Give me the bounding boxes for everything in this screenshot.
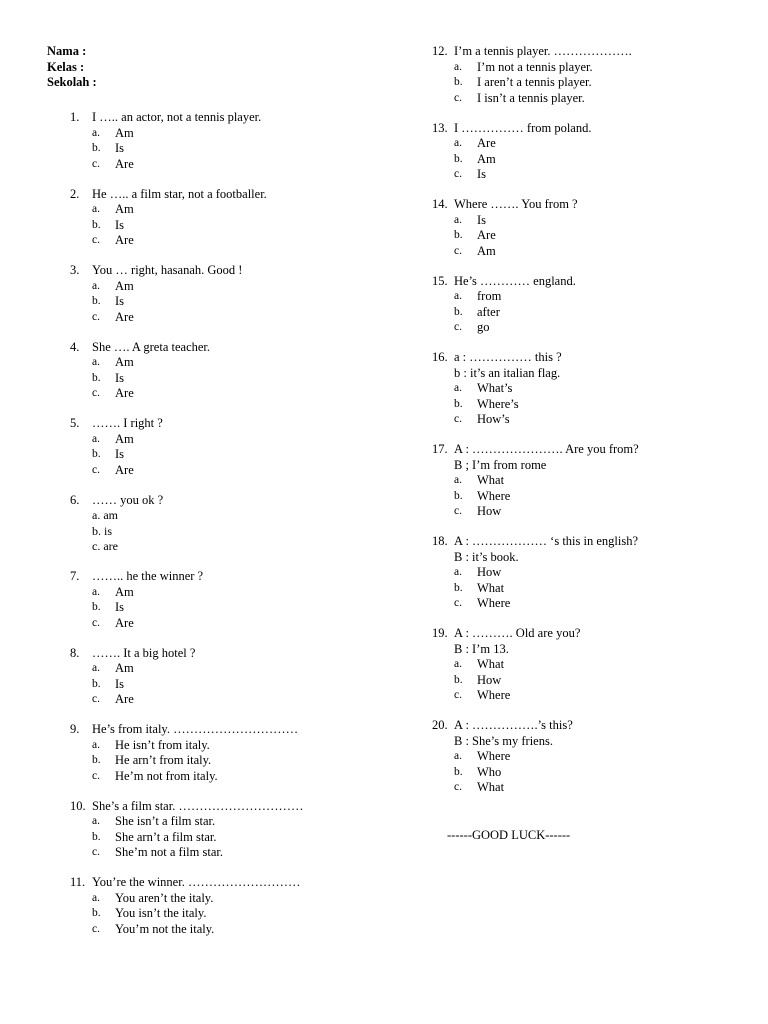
answer-option	[70, 616, 400, 632]
option-text: Are	[115, 233, 134, 247]
option-letter: a.	[92, 585, 100, 598]
answer-option	[70, 355, 400, 371]
answer-option	[70, 891, 400, 907]
option-text: What’s	[477, 381, 513, 395]
question-item	[70, 722, 400, 784]
option-letter: c.	[92, 310, 100, 323]
class-label: Kelas :	[47, 59, 85, 74]
answer-option	[432, 780, 752, 796]
option-letter: b.	[454, 489, 463, 502]
option-text: Is	[115, 447, 125, 461]
option-text: Is	[115, 217, 125, 232]
option-letter: b.	[92, 601, 101, 613]
question-number: 13.	[432, 120, 448, 135]
option-letter: c.	[92, 846, 100, 858]
answer-option	[432, 244, 752, 260]
option-letter: a.	[92, 126, 100, 139]
option-letter: b.	[92, 754, 101, 766]
question-stem	[432, 274, 752, 290]
question-item	[70, 263, 400, 325]
option-text: He’m not from italy.	[115, 768, 218, 783]
question-item	[70, 569, 400, 631]
option-letter: c.	[92, 616, 100, 629]
question-text: He’s ………… england.	[454, 273, 576, 288]
answer-option	[432, 565, 752, 581]
question-number: 12.	[432, 44, 448, 58]
option-letter: c.	[454, 689, 462, 701]
question-text: ……. It a big hotel ?	[92, 645, 196, 660]
question-subline: b : it’s an italian flag.	[454, 365, 561, 380]
option-text: Where	[477, 749, 511, 763]
option-text: go	[477, 320, 490, 334]
answer-option	[432, 381, 752, 397]
answer-option	[432, 213, 752, 229]
question-number: 18.	[432, 534, 448, 548]
answer-option	[432, 673, 752, 689]
question-text: …… you ok ?	[92, 492, 164, 507]
option-letter: a.	[454, 566, 462, 578]
option-letter: b.	[92, 295, 101, 307]
answer-option	[70, 814, 400, 830]
good-luck-footer: ------GOOD LUCK------	[447, 828, 571, 842]
option-text: Is	[115, 600, 125, 614]
question-text: I ….. an actor, not a tennis player.	[92, 110, 262, 124]
question-number: 8.	[70, 645, 80, 660]
question-item	[70, 799, 400, 861]
option-text: I aren’t a tennis player.	[477, 75, 592, 89]
question-number: 1.	[70, 110, 80, 124]
option-text: You aren’t the italy.	[115, 890, 214, 905]
option-text: Where	[477, 688, 511, 702]
answer-option	[70, 692, 400, 708]
answer-option	[70, 677, 400, 693]
question-text: You’re the winner. ………………………	[92, 875, 301, 889]
option-letter: a.	[454, 658, 462, 670]
question-stem	[432, 197, 752, 213]
question-item	[432, 534, 752, 612]
answer-option	[432, 504, 752, 520]
option-letter: a.	[454, 290, 462, 302]
question-stem	[70, 569, 400, 585]
question-number: 20.	[432, 718, 448, 732]
option-text: You’m not the italy.	[115, 921, 215, 936]
option-letter: c.	[92, 387, 100, 399]
option-text: Are	[115, 386, 134, 400]
option-letter: b.	[454, 229, 463, 241]
option-letter: a.	[92, 356, 100, 368]
answer-option	[432, 228, 752, 244]
option-text: Am	[477, 243, 496, 258]
question-text: You … right, hasanah. Good !	[92, 263, 243, 277]
question-number: 10.	[70, 798, 86, 813]
option-letter: a.	[92, 662, 100, 674]
answer-option	[70, 126, 400, 142]
option-text: Is	[115, 294, 125, 308]
question-text: a : …………… this ?	[454, 350, 562, 364]
option-letter: a.	[92, 891, 100, 904]
option-letter: c.	[454, 781, 462, 793]
name-label: Nama :	[47, 44, 87, 58]
question-text: He’s from italy. …………………………	[92, 722, 299, 736]
option-letter: b.	[454, 765, 463, 778]
option-text: Am	[115, 584, 134, 599]
question-item	[432, 197, 752, 259]
question-item	[70, 110, 400, 172]
answer-option	[70, 585, 400, 601]
option-letter: b.	[454, 673, 463, 686]
option-text: She’m not a film star.	[115, 845, 223, 859]
question-stem	[432, 44, 752, 60]
answer-option	[70, 661, 400, 677]
option-letter: b.	[92, 448, 101, 460]
answer-option	[432, 473, 752, 489]
answer-option	[70, 310, 400, 326]
question-number: 6.	[70, 492, 80, 507]
answer-option	[70, 279, 400, 295]
answer-option	[70, 830, 400, 846]
question-number: 9.	[70, 722, 80, 736]
option-letter: c.	[92, 922, 100, 935]
answer-option	[432, 581, 752, 597]
school-label: Sekolah :	[47, 75, 97, 89]
option-letter: b.	[92, 677, 101, 690]
question-number: 17.	[432, 442, 448, 456]
question-text: A : …………………. Are you from?	[454, 442, 639, 456]
option-text: Am	[115, 278, 134, 293]
answer-option	[70, 294, 400, 310]
option-letter: c.	[454, 168, 462, 180]
question-stem	[70, 722, 400, 738]
answer-option	[432, 289, 752, 305]
question-item	[432, 442, 752, 520]
option-letter: a.	[92, 203, 100, 215]
option-letter: a.	[92, 279, 100, 292]
option-text: Am	[115, 125, 134, 140]
option-letter: a.	[454, 750, 462, 762]
answer-option	[70, 141, 400, 157]
option-text: after	[477, 304, 500, 319]
option-text: What	[477, 780, 505, 794]
option-letter: a.	[454, 474, 462, 486]
answer-option	[432, 167, 752, 183]
answer-option	[70, 906, 400, 922]
question-item	[70, 416, 400, 478]
answer-option: c. are	[92, 539, 118, 553]
question-text: A : …………….’s this?	[454, 718, 573, 732]
question-stem	[432, 442, 752, 458]
question-text: Where ……. You from ?	[454, 197, 578, 211]
question-text: I’m a tennis player. ……………….	[454, 44, 632, 58]
student-info-header	[47, 44, 97, 91]
option-letter: b.	[92, 830, 101, 843]
option-letter: c.	[454, 244, 462, 257]
question-number: 19.	[432, 626, 448, 640]
option-text: Am	[115, 661, 134, 675]
option-letter: b.	[92, 907, 101, 919]
answer-option	[432, 136, 752, 152]
answer-option	[432, 152, 752, 168]
question-stem	[432, 718, 752, 734]
option-letter: a.	[454, 382, 462, 394]
option-text: Is	[477, 212, 487, 227]
option-text: He arn’t from italy.	[115, 753, 212, 767]
question-item	[70, 875, 400, 937]
question-item	[432, 350, 752, 428]
option-text: Who	[477, 764, 502, 779]
option-text: Am	[115, 202, 134, 216]
answer-option: b. is	[92, 523, 113, 538]
answer-option	[70, 202, 400, 218]
option-letter: b.	[454, 152, 463, 165]
question-stem	[432, 350, 752, 366]
question-item	[70, 187, 400, 249]
option-letter: c.	[92, 769, 100, 782]
answer-option	[70, 447, 400, 463]
option-letter: a.	[454, 213, 462, 226]
left-column	[70, 110, 400, 952]
question-number: 3.	[70, 263, 80, 277]
answer-option	[432, 489, 752, 505]
option-letter: c.	[92, 157, 100, 170]
question-subline: B ; I’m from rome	[454, 457, 547, 472]
option-letter: c.	[92, 463, 100, 476]
answer-option	[70, 218, 400, 234]
answer-option	[70, 463, 400, 479]
option-letter: c.	[454, 321, 462, 333]
question-text: …….. he the winner ?	[92, 569, 204, 583]
option-text: from	[477, 289, 502, 303]
question-text: I …………… from poland.	[454, 120, 592, 135]
option-text: What	[477, 580, 505, 595]
question-subline: B : I’m 13.	[454, 641, 509, 656]
question-stem	[70, 416, 400, 432]
answer-option	[70, 738, 400, 754]
question-text: ……. I right ?	[92, 416, 163, 430]
question-number: 4.	[70, 339, 80, 354]
option-text: He isn’t from italy.	[115, 737, 210, 752]
question-stem	[70, 875, 400, 891]
option-text: Is	[115, 676, 125, 691]
question-subline: B : it’s book.	[454, 549, 519, 564]
answer-option	[432, 305, 752, 321]
question-text: She’s a film star. …………………………	[92, 798, 304, 813]
question-stem	[70, 187, 400, 203]
option-text: I isn’t a tennis player.	[477, 90, 585, 105]
question-item	[432, 274, 752, 336]
option-text: Am	[477, 151, 496, 166]
question-number: 7.	[70, 569, 80, 583]
answer-option	[432, 688, 752, 704]
question-stem	[70, 110, 400, 126]
question-stem	[432, 534, 752, 550]
question-item	[432, 44, 752, 106]
question-stem	[432, 626, 752, 642]
question-number: 16.	[432, 350, 448, 364]
question-number: 5.	[70, 416, 80, 430]
option-letter: c.	[454, 91, 462, 104]
answer-option	[432, 765, 752, 781]
option-letter: a.	[92, 815, 100, 827]
question-number: 11.	[70, 875, 86, 889]
question-stem	[70, 646, 400, 662]
question-item	[432, 718, 752, 796]
option-text: She arn’t a film star.	[115, 829, 217, 844]
question-number: 14.	[432, 197, 448, 211]
option-letter: b.	[92, 218, 101, 231]
option-text: What	[477, 473, 505, 487]
option-text: How’s	[477, 412, 510, 426]
option-text: Are	[115, 462, 134, 477]
option-text: Where’s	[477, 396, 519, 411]
option-letter: a.	[92, 738, 100, 751]
option-text: Am	[115, 431, 134, 446]
question-stem	[70, 340, 400, 356]
answer-option	[70, 922, 400, 938]
question-item	[432, 626, 752, 704]
answer-option	[432, 749, 752, 765]
option-letter: a.	[454, 60, 462, 73]
option-letter: b.	[454, 397, 463, 410]
answer-option	[432, 75, 752, 91]
option-text: Are	[115, 692, 134, 706]
answer-option	[70, 600, 400, 616]
option-text: How	[477, 672, 502, 687]
option-text: Is	[115, 141, 125, 155]
option-text: How	[477, 565, 502, 579]
answer-option	[70, 845, 400, 861]
option-letter: b.	[454, 76, 463, 88]
option-letter: b.	[92, 142, 101, 154]
option-letter: c.	[454, 597, 462, 609]
answer-option	[70, 233, 400, 249]
option-letter: c.	[454, 505, 462, 517]
option-text: What	[477, 657, 505, 671]
answer-option	[432, 91, 752, 107]
option-letter: b.	[454, 305, 463, 318]
answer-option	[432, 657, 752, 673]
question-item	[70, 340, 400, 402]
option-text: I’m not a tennis player.	[477, 59, 593, 74]
question-subline: B : She’s my friens.	[454, 733, 553, 748]
answer-option	[432, 596, 752, 612]
question-number: 2.	[70, 186, 80, 201]
answer-option	[70, 157, 400, 173]
option-text: Am	[115, 355, 134, 369]
question-stem	[70, 263, 400, 279]
answer-option	[432, 60, 752, 76]
option-text: Are	[115, 156, 134, 171]
option-text: Is	[115, 370, 125, 385]
question-text: He ….. a film star, not a footballer.	[92, 186, 267, 201]
right-column	[432, 44, 752, 810]
option-text: She isn’t a film star.	[115, 814, 216, 828]
answer-option	[432, 412, 752, 428]
question-text: A : ……………… ‘s this in english?	[454, 534, 639, 548]
option-letter: a.	[454, 137, 462, 149]
answer-option	[70, 753, 400, 769]
question-stem	[432, 121, 752, 137]
question-item	[70, 493, 400, 555]
option-text: You isn’t the italy.	[115, 906, 207, 920]
option-text: Are	[477, 136, 496, 150]
option-text: Is	[477, 167, 487, 181]
answer-option	[432, 320, 752, 336]
answer-option	[70, 432, 400, 448]
question-text: A : ………. Old are you?	[454, 626, 581, 640]
answer-option	[70, 386, 400, 402]
option-letter: c.	[92, 234, 100, 246]
option-text: Are	[115, 615, 134, 630]
option-letter: b.	[92, 371, 101, 384]
answer-option	[432, 397, 752, 413]
question-item	[432, 121, 752, 183]
option-letter: b.	[454, 581, 463, 594]
option-letter: c.	[92, 693, 100, 705]
option-letter: c.	[454, 413, 462, 425]
answer-option	[70, 769, 400, 785]
question-stem	[70, 493, 400, 509]
question-stem	[70, 799, 400, 815]
question-item	[70, 646, 400, 708]
option-text: How	[477, 504, 502, 518]
answer-option: a. am	[92, 508, 118, 522]
option-text: Are	[477, 228, 496, 242]
answer-option	[70, 371, 400, 387]
question-number: 15.	[432, 273, 448, 288]
option-text: Are	[115, 309, 134, 324]
option-text: Where	[477, 488, 511, 503]
question-text: She …. A greta teacher.	[92, 339, 211, 354]
option-letter: a.	[92, 432, 100, 445]
option-text: Where	[477, 596, 511, 610]
